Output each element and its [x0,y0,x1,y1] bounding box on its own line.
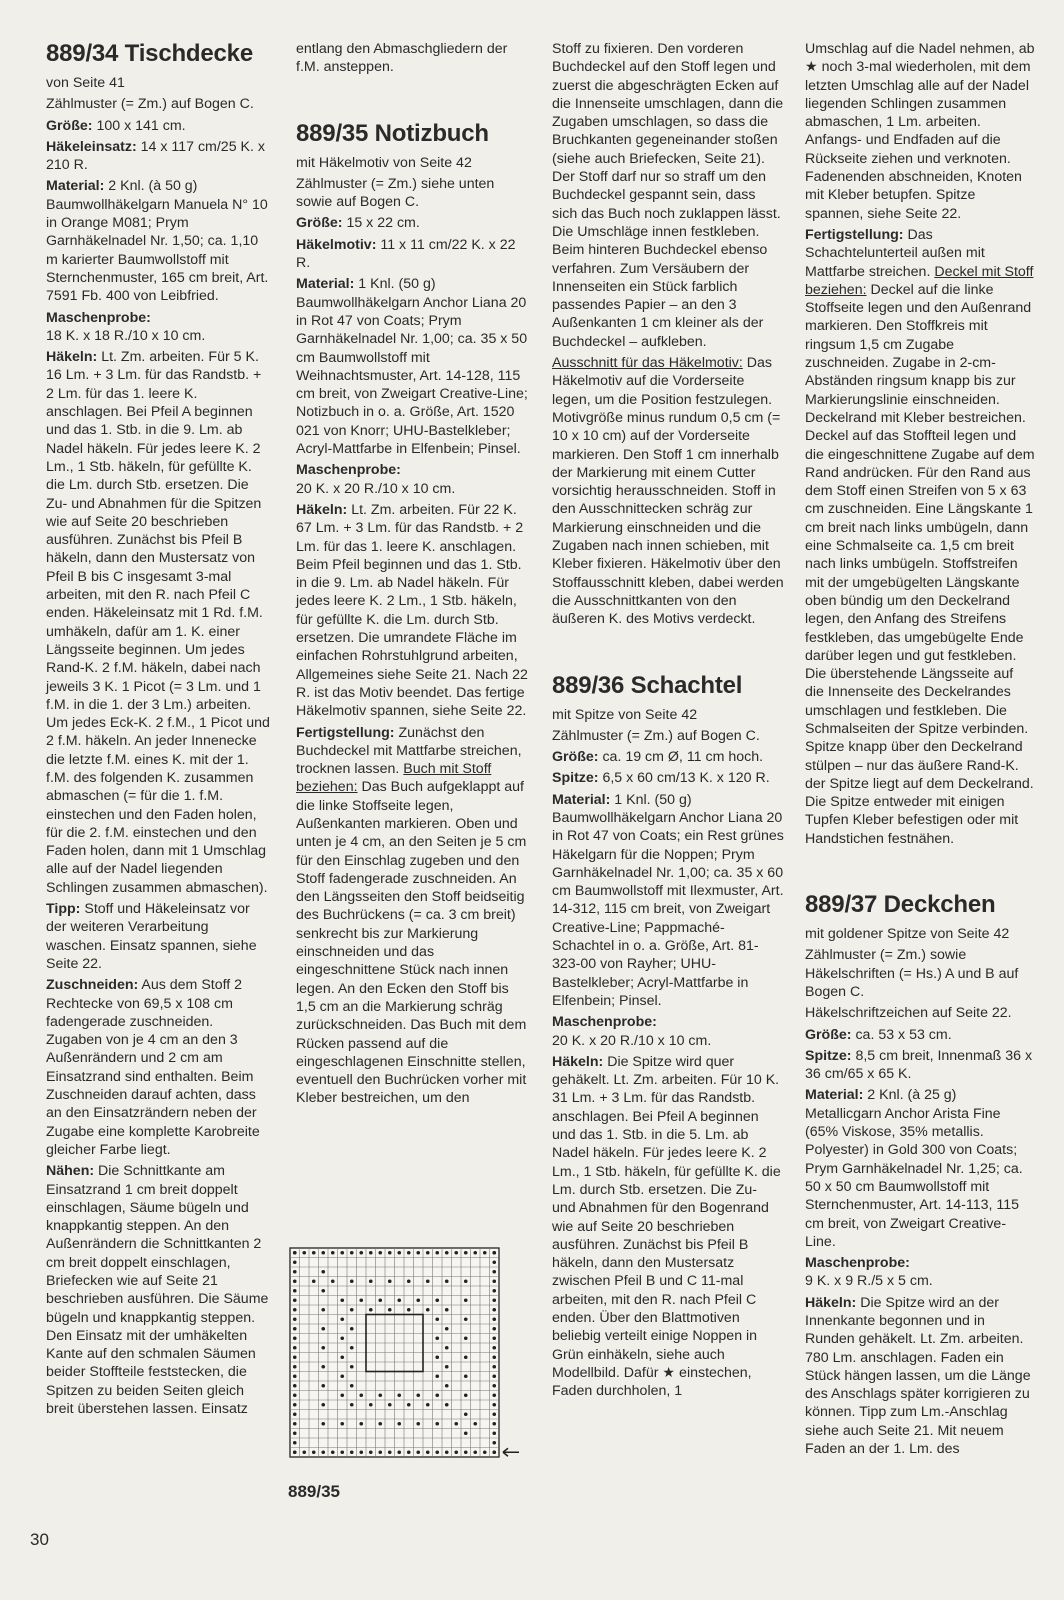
text: 2 Knl. (à 25 g) Metallicgarn Anchor Arista Fine (65% Viskose, 35% metallis. Polyester) in Gold 300 von Coats; Prym Garnhäkelnadel Nr. 1,25; ca. 50 x 50 cm Baumwollstoff mit Sternchenmuster, Art. 14-113, 115 cm breit, von Zweigart Creative-Line. [805,1087,1023,1250]
filled-cell [492,1422,496,1426]
filled-cell [293,1289,297,1293]
label: Material: [552,791,611,808]
paragraph [805,1254,1035,1291]
label: Material: [46,178,105,195]
filled-cell [293,1393,297,1397]
filled-cell [464,1374,468,1378]
paragraph [296,236,530,273]
filled-cell [473,1422,477,1426]
text: 15 x 22 cm. [342,215,420,232]
paragraph: entlang den Abmaschgliedern der f.M. ansteppen. [296,41,508,76]
paragraph [296,724,530,1108]
paragraph [552,1053,784,1401]
filled-cell [359,1251,363,1255]
crochet-chart [288,1246,524,1476]
filled-cell [350,1327,354,1331]
column-3 [552,40,784,1403]
label: Material: [296,276,355,293]
text: Das Schachtelunterteil außen mit Mattfarbe streichen. [805,226,985,280]
filled-cell [359,1298,363,1302]
text: 100 x 141 cm. [92,117,186,134]
paragraph [805,1086,1035,1251]
filled-cell [321,1450,325,1454]
paragraph: Zählmuster (= Zm.) sowie Häkelschriften (= Hs.) A und B auf Bogen C. [805,947,1019,1000]
filled-cell [293,1384,297,1388]
filled-cell [321,1403,325,1407]
filled-cell [492,1384,496,1388]
filled-cell [445,1384,449,1388]
filled-cell [293,1374,297,1378]
filled-cell [445,1327,449,1331]
filled-cell [293,1450,297,1454]
filled-cell [369,1308,373,1312]
text: Die Schnittkante am Einsatzrand 1 cm breit doppelt einschlagen, Säume bügeln und knappkantig steppen. An den Außenrändern die Schnittkanten 2 cm breit doppelt einschlagen, Briefecken wie auf Seite 21 beschrieben ausführen. Die Säume bügeln und knappkantig steppen. Den Einsatz mit der umhäkelten Kante auf den schmalen Säumen beider Stoffteile feststecken, die Spitzen zu beiden Seiten gleich breit überstehen lassen. Einsatz [46,1163,269,1418]
label: Größe: [296,215,343,232]
label: Größe: [46,117,93,134]
filled-cell [350,1279,354,1283]
paragraph: Zählmuster (= Zm.) siehe unten sowie auf Bogen C. [296,175,495,211]
filled-cell [388,1251,392,1255]
paragraph: mit goldener Spitze von Seite 42 [805,926,1010,943]
paragraph: Zählmuster (= Zm.) auf Bogen C. [552,727,760,744]
filled-cell [445,1365,449,1369]
filled-cell [340,1450,344,1454]
filled-cell [312,1279,316,1283]
filled-cell [350,1365,354,1369]
label: Tipp: [46,901,81,918]
filled-cell [359,1422,363,1426]
filled-cell [407,1308,411,1312]
filled-cell [350,1251,354,1255]
filled-cell [426,1279,430,1283]
filled-cell [492,1308,496,1312]
filled-cell [340,1374,344,1378]
filled-cell [407,1403,411,1407]
filled-cell [407,1251,411,1255]
filled-cell [293,1346,297,1350]
text: 1 Knl. (50 g) Baumwollhäkelgarn Anchor Liana 20 in Rot 47 von Coats; Prym Garnhäkelnadel Nr. 1,00; ca. 35 x 50 cm Baumwollstoff mit Weihnachtsmuster, Art. 14-128, 115 cm breit, von Zweigart Creative-Line; Notizbuch in o. a. Größe, Art. 1520 021 von Knorr; UHU-Bastelkleber; Acryl-Mattfarbe in Elfenbein; Pinsel. [296,276,528,458]
filled-cell [492,1317,496,1321]
label: Zuschneiden: [46,977,139,994]
crochet-chart-figure [288,1246,524,1481]
column-4 [805,40,1035,1461]
filled-cell [492,1441,496,1445]
label: Häkeln: [46,349,98,366]
label: Maschenprobe: [46,309,151,326]
paragraph [296,275,530,458]
filled-cell [350,1384,354,1388]
filled-cell [331,1251,335,1255]
filled-cell [464,1412,468,1416]
filled-cell [492,1431,496,1435]
filled-cell [445,1450,449,1454]
filled-cell [293,1308,297,1312]
filled-cell [302,1251,306,1255]
filled-cell [492,1374,496,1378]
filled-cell [369,1251,373,1255]
filled-cell [426,1308,430,1312]
label: Spitze: [805,1047,852,1064]
filled-cell [435,1450,439,1454]
filled-cell [464,1355,468,1359]
filled-cell [492,1403,496,1407]
paragraph [46,117,272,135]
filled-cell [454,1450,458,1454]
paragraph [805,226,1035,848]
filled-cell [445,1346,449,1350]
filled-cell [350,1450,354,1454]
paragraph [552,791,784,1011]
filled-cell [397,1298,401,1302]
filled-cell [464,1279,468,1283]
filled-cell [483,1450,487,1454]
paragraph [552,769,784,787]
text: 9 K. x 9 R./5 x 5 cm. [805,1273,933,1290]
filled-cell [492,1393,496,1397]
text: 18 K. x 18 R./10 x 10 cm. [46,327,206,344]
filled-cell [293,1298,297,1302]
filled-cell [464,1298,468,1302]
spacer [805,851,1035,891]
filled-cell [492,1336,496,1340]
filled-cell [407,1450,411,1454]
text: Die Spitze wird quer gehäkelt. Lt. Zm. arbeiten. Für 10 K. 31 Lm. + 3 Lm. für das Randstb. anschlagen. Bei Pfeil A beginnen und das 1. Stb. in die 5. Lm. ab Nadel häkeln. Für jedes leere K. 2 Lm., 1 Stb. häkeln, für gefüllte K. die Lm. durch Stb. ersetzen. Die Zu- und Abnahmen für den Bogenrand wie auf Seite 20 beschrieben ausführen. Zunächst bis Pfeil B häkeln, dann den Mustersatz zwischen Pfeil B und C 11-mal arbeiten, mit den R. nach Pfeil C enden. Über den Blattmotiven beliebig verteilt einige Noppen in Grün einhäkeln, siehe auch Modellbild. Dafür ★ einstechen, Faden durchholen, 1 [552,1053,781,1400]
filled-cell [492,1260,496,1264]
label: Häkeln: [805,1294,857,1311]
filled-cell [340,1336,344,1340]
filled-cell [293,1279,297,1283]
paragraph [805,1047,1035,1084]
filled-cell [369,1450,373,1454]
filled-cell [445,1403,449,1407]
filled-cell [378,1298,382,1302]
label: Größe: [552,749,599,766]
label: Maschenprobe: [805,1255,910,1272]
filled-cell [435,1355,439,1359]
filled-cell [464,1251,468,1255]
filled-cell [293,1327,297,1331]
underlined-heading: Ausschnitt für das Häkelmotiv: [552,355,743,372]
filled-cell [293,1365,297,1369]
paragraph [46,138,272,175]
filled-cell [435,1317,439,1321]
filled-cell [388,1403,392,1407]
figure-label: 889/35 [288,1482,340,1501]
label: Größe: [805,1026,852,1043]
paragraph [296,214,530,232]
text: Lt. Zm. arbeiten. Für 5 K. 16 Lm. + 3 Lm. für das Randstb. + 2 Lm. für das 1. leere K. anschlagen. Bei Pfeil A beginnen und das 1. Stb. in die 9. Lm. ab Nadel häkeln. Für jedes leere K. 2 Lm., 1 Stb. häkeln, für gefüllte K. die Lm. durch Stb. ersetzen. Die Zu- und Abnahmen für die Spitzen wie auf Seite 20 beschrieben ausführen. Zunächst bis Pfeil B häkeln, dann den Mustersatz von Pfeil B bis C insgesamt 3-mal arbeiten, mit den R. nach Pfeil C enden. Häkeleinsatz mit 1 Rd. f.M. umhäkeln, dafür am 1. K. einer Längsseite beginnen. Um jedes Rand-K. 2 f.M. häkeln, dabei nach jeweils 3 K. 1 Picot (= 3 Lm. und 1 f.M. in die 1. der 3 Lm.) arbeiten. Um jedes Eck-K. 2 f.M., 1 Picot und 2 f.M. häkeln. An jeder Innenecke die letzte f.M. eines K. mit der 1. f.M. des folgenden K. zusammen abmaschen (= für die 1. f.M. einstechen und den Faden holen, für die 2. f.M. einstechen und den Faden holen, dann mit 1 Umschlag alle auf der Nadel liegenden Schlingen zusammen abmaschen). [46,349,270,896]
filled-cell [473,1251,477,1255]
filled-cell [397,1450,401,1454]
filled-cell [416,1251,420,1255]
text: 2 Knl. (à 50 g) Baumwollhäkelgarn Manuela N° 10 in Orange M081; Prym Garnhäkelnadel Nr. 1,50; ca. 1,10 m karierter Baumwollstoff mit Sternchenmuster, 165 cm breit, Art. 7591 Fb. 400 von Leibfried. [46,178,269,305]
label: Häkeleinsatz: [46,138,137,155]
filled-cell [321,1327,325,1331]
label: Maschenprobe: [296,462,401,479]
filled-cell [293,1431,297,1435]
filled-cell [378,1251,382,1255]
filled-cell [464,1431,468,1435]
filled-cell [340,1251,344,1255]
paragraph [46,976,272,1159]
filled-cell [492,1346,496,1350]
filled-cell [464,1317,468,1321]
filled-cell [321,1365,325,1369]
filled-cell [435,1374,439,1378]
filled-cell [321,1289,325,1293]
paragraph [552,748,784,766]
filled-cell [473,1450,477,1454]
filled-cell [321,1308,325,1312]
filled-cell [426,1450,430,1454]
filled-cell [454,1422,458,1426]
spacer [552,632,784,672]
filled-cell [340,1355,344,1359]
filled-cell [293,1441,297,1445]
filled-cell [388,1450,392,1454]
filled-cell [321,1346,325,1350]
filled-cell [416,1422,420,1426]
filled-cell [293,1317,297,1321]
filled-cell [388,1279,392,1283]
paragraph: Häkelschriftzeichen auf Seite 22. [805,1005,1012,1022]
filled-cell [340,1317,344,1321]
paragraph: von Seite 41 [46,75,125,91]
filled-cell [492,1251,496,1255]
text: 20 K. x 20 R./10 x 10 cm. [296,480,456,497]
filled-cell [464,1393,468,1397]
text: 20 K. x 20 R./10 x 10 cm. [552,1032,712,1049]
filled-cell [397,1422,401,1426]
filled-cell [435,1298,439,1302]
filled-cell [492,1355,496,1359]
label: Häkelmotiv: [296,236,377,253]
filled-cell [445,1251,449,1255]
paragraph [805,1026,1035,1044]
filled-cell [331,1450,335,1454]
label: Fertigstellung: [296,724,395,741]
filled-cell [293,1251,297,1255]
filled-cell [492,1298,496,1302]
paragraph [46,177,272,305]
filled-cell [302,1450,306,1454]
filled-cell [397,1251,401,1255]
spacer [296,80,530,120]
label: Maschenprobe: [552,1014,657,1031]
paragraph: Zählmuster (= Zm.) auf Bogen C. [46,96,254,113]
filled-cell [378,1422,382,1426]
label: Material: [805,1087,864,1104]
text: ca. 53 x 53 cm. [851,1026,952,1043]
filled-cell [435,1422,439,1426]
label: Fertigstellung: [805,226,904,243]
text: Zunächst den Buchdeckel mit Mattfarbe streichen, trocknen lassen. [296,724,522,778]
text: 8,5 cm breit, Innenmaß 36 x 36 cm/65 x 65 K. [805,1047,1033,1083]
section-title-deckchen: 889/37 Deckchen [805,891,996,919]
filled-cell [416,1298,420,1302]
label: Häkeln: [552,1053,604,1070]
filled-cell [378,1450,382,1454]
paragraph [805,1294,1035,1459]
filled-cell [492,1289,496,1293]
text: Die Spitze wird an der Innenkante begonnen und in Runden gehäkelt. Lt. Zm. arbeiten. 780 Lm. anschlagen. Faden ein Stück hängen lassen, um die Länge des Anschlags später korrigieren zu können. Tipp zum Lm.-Anschlag siehe auch Seite 21. Mit neuem Faden an der 1. Lm. des [805,1294,1031,1458]
text: ca. 19 cm Ø, 11 cm hoch. [598,749,764,766]
text: 14 x 117 cm/25 K. x 210 R. [46,138,265,174]
paragraph [46,900,272,973]
paragraph [296,501,530,721]
paragraph [46,348,272,897]
paragraph [552,1013,784,1050]
filled-cell [340,1393,344,1397]
paragraph [46,309,272,346]
paragraph [46,1162,272,1418]
text: Stoff und Häkeleinsatz vor der weiteren Verarbeitung waschen. Einsatz spannen, siehe Seite 22. [46,901,257,972]
filled-cell [426,1403,430,1407]
filled-cell [445,1308,449,1312]
filled-cell [369,1279,373,1283]
filled-cell [416,1393,420,1397]
filled-cell [435,1393,439,1397]
text: Lt. Zm. arbeiten. Für 22 K. 67 Lm. + 3 Lm. für das Randstb. + 2 Lm. für das 1. leere K. anschlagen. Beim Pfeil beginnen und das 1. Stb. in die 9. Lm. ab Nadel häkeln. Für jedes leere K. 2 Lm., 1 Stb. häkeln, für gefüllte K. die Lm. durch Stb. ersetzen. Die umrandete Fläche im einfachen Rohrstuhlgrund arbeiten, Allgemeines siehe Seite 21. Nach 22 R. ist das Motiv beendet. Das fertige Häkelmotiv spannen, siehe Seite 22. [296,501,528,720]
paragraph: Umschlag auf die Nadel nehmen, ab ★ noch 3-mal wiederholen, mit dem letzten Umschlag alle auf der Nadel liegenden Schlingen zusammen abmaschen, 1 Lm. arbeiten. Anfangs- und Endfaden auf die Rückseite ziehen und verknoten. Fadenenden abschneiden, Knoten mit Kleber betupfen. Spitze spannen, siehe Seite 22. [805,41,1035,222]
start-arrow-icon [503,1448,519,1456]
text: Aus dem Stoff 2 Rechtecke von 69,5 x 108 cm fadengerade zuschneiden. Zugaben von je 4 cm an den 3 Außenrändern und 2 cm am Einsatzrand sind enthalten. Beim Zuschneiden darauf achten, dass an den Einsatzrändern neben der Zugabe eine komplette Karobreite gleicher Farbe liegt. [46,977,260,1158]
filled-cell [350,1403,354,1407]
section-title-notizbuch: 889/35 Notizbuch [296,119,489,147]
column-1 [46,40,272,1421]
text: Das Buch aufgeklappt auf die linke Stoffseite legen, Außenkanten markieren. Oben und unten je 4 cm, an den Seiten je 5 cm für den Einschlag zugeben und den Stoff fadengerade zuschneiden. An den Längsseiten den Stoff beidseitig des Buchrückens (= ca. 3 cm breit) senkrecht bis zur Markierung einschneiden und das eingeschnittene Stück nach innen legen. An den Ecken den Stoff bis 1,5 cm an die Markierung schräg zurückschneiden. Das Buch mit dem Rücken passend auf die eingeschlagenen Einschnitte stellen, eventuell den Buchrücken vorher mit Kleber bestreichen, um den [296,779,527,1107]
filled-cell [369,1403,373,1407]
underlined-heading: Buch mit Stoff beziehen: [296,761,492,796]
filled-cell [293,1355,297,1359]
paragraph [552,354,784,628]
filled-cell [397,1393,401,1397]
paragraph: mit Häkelmotiv von Seite 42 [296,154,472,171]
underlined-heading: Deckel mit Stoff beziehen: [805,263,1034,298]
filled-cell [492,1327,496,1331]
text: 1 Knl. (50 g) Baumwollhäkelgarn Anchor Liana 20 in Rot 47 von Coats; ein Rest grünes Häkelgarn für die Noppen; Prym Garnhäkelnadel Nr. 1,00; ca. 35 x 60 cm Baumwollstoff mit Ilexmuster, Art. 14-312, 115 cm breit, von Zweigart Creative-Line; Pappmaché-Schachtel in o. a. Größe, Art. 81-323-00 von Rayher; UHU-Bastelkleber; Acryl-Mattfarbe in Elfenbein; Pinsel. [552,791,784,1009]
page-number: 30 [30,1530,49,1549]
filled-cell [492,1365,496,1369]
filled-cell [378,1393,382,1397]
text: Deckel auf die linke Stoffseite legen und den Außenrand markieren. Den Stoffkreis mit ringsum 1,5 cm Zugabe zuschneiden. Zugabe in 2-cm-Abständen ringsum knapp bis zur Markierungslinie einschneiden. Deckelrand mit Kleber bestreichen. Deckel auf das Stoffteil legen und die eingeschnittene Zugabe auf dem Rand andrücken. Für den Rand aus dem Stoff einen Streifen von 5 x 63 cm zuschneiden. Eine Längskante 1 cm breit nach links umbügeln, dann eine Schmalseite ca. 1,5 cm breit nach links umbügeln. Stoffstreifen mit der umgebügelten Längskante oben bündig um den Deckelrand legen, den Anfang des Streifens festkleben, das umgebügelte Ende darüber legen und gut festkleben. Die überstehende Längsseite auf die Innenseite des Deckelrandes umschlagen und festkleben. Die Schmalseiten der Spitze verbinden. Spitze knapp über den Deckelrand stülpen – nur das äußere Rand-K. der Spitze liegt auf dem Deckelrand. Die Spitze entweder mit einigen Tupfen Kleber befestigen oder mit Handstichen festnähen. [805,281,1035,847]
filled-cell [388,1308,392,1312]
section-title-tischdecke: 889/34 Tischdecke [46,40,253,67]
text: Das Häkelmotiv auf die Vorderseite legen, um die Position festzulegen. Motivgröße minus rundum 0,5 cm (= 10 x 10 cm) auf der Vorderseite markieren. Den Stoff 1 cm innerhalb der Markierung mit einem Cutter vorsichtig herausschneiden. Stoff in den Ausschnittecken schräg zur Markierung einschneiden und die Zugaben nach innen schieben, mit Kleber fixieren. Häkelmotiv über den Stoffausschnitt kleben, dabei werden die Ausschnittkanten von den äußeren K. des Motivs verdeckt. [552,355,784,628]
label: Spitze: [552,770,599,787]
filled-cell [293,1403,297,1407]
filled-cell [293,1336,297,1340]
column-2 [296,40,530,1111]
filled-cell [321,1270,325,1274]
filled-cell [435,1251,439,1255]
filled-cell [359,1393,363,1397]
filled-cell [321,1422,325,1426]
filled-cell [312,1450,316,1454]
filled-cell [492,1412,496,1416]
filled-cell [464,1336,468,1340]
filled-cell [350,1346,354,1350]
label: Nähen: [46,1163,95,1180]
filled-cell [321,1384,325,1388]
filled-cell [454,1251,458,1255]
filled-cell [445,1279,449,1283]
filled-cell [492,1279,496,1283]
text: 6,5 x 60 cm/13 K. x 120 R. [598,770,770,787]
filled-cell [340,1298,344,1302]
filled-cell [293,1422,297,1426]
label: Häkeln: [296,501,348,518]
filled-cell [331,1279,335,1283]
filled-cell [293,1412,297,1416]
filled-cell [407,1279,411,1283]
filled-cell [416,1450,420,1454]
filled-cell [293,1260,297,1264]
section-title-schachtel: 889/36 Schachtel [552,671,743,699]
filled-cell [340,1422,344,1426]
filled-cell [293,1270,297,1274]
filled-cell [492,1450,496,1454]
filled-cell [359,1450,363,1454]
paragraph: Stoff zu fixieren. Den vorderen Buchdeckel auf den Stoff legen und zuerst die abgeschrägten Ecken auf die Innenseite umschlagen, dann die Zugaben umschlagen, so dass die Bruchkanten gegeneinander stoßen (siehe auch Briefecken, Seite 21). Der Stoff darf nur so straff um den Buchdeckel gespannt sein, dass sich das Buch noch zuklappen lässt. Die Umschläge innen festkleben. Beim hinteren Buchdeckel ebenso verfahren. Zum Versäubern der Innenseiten ein Stück farblich passendes Papier – an den 3 Außenkanten 1 cm kleiner als der Buchdeckel – aufkleben. [552,41,784,350]
filled-cell [321,1251,325,1255]
text: 11 x 11 cm/22 K. x 22 R. [296,236,516,272]
filled-cell [350,1308,354,1312]
filled-cell [483,1251,487,1255]
paragraph [296,461,530,498]
filled-cell [426,1251,430,1255]
filled-cell [464,1450,468,1454]
filled-cell [435,1336,439,1340]
paragraph: mit Spitze von Seite 42 [552,706,698,723]
filled-cell [492,1270,496,1274]
filled-cell [312,1251,316,1255]
